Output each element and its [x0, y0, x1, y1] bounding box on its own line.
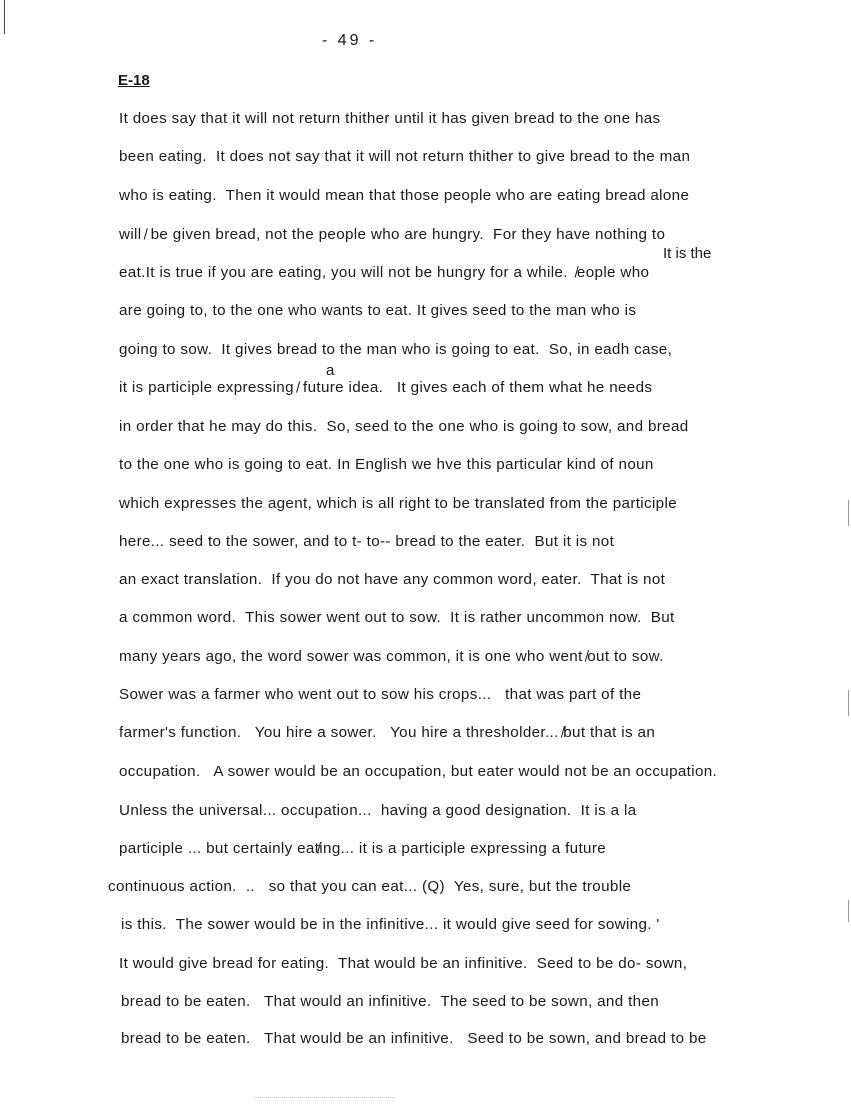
text-line: Unless the universal... occupation... having a good designation. It is a la [119, 802, 637, 819]
text-line: It does say that it will not return thither until it has given bread to the one has [119, 110, 661, 127]
scan-edge-mark [4, 0, 5, 34]
text-line: Sower was a farmer who went out to sow his crops... that was part of the [119, 686, 642, 703]
text-line: will ̸ be given bread, not the people who are hungry. For they have nothing to [119, 226, 666, 243]
text-line: is this. The sower would be in the infinitive... it would give seed for sowing. ' [121, 916, 660, 933]
text-line: eat.It is true if you are eating, you will not be hungry for a while. ̸eople who [119, 264, 650, 281]
text-line: an exact translation. If you do not have any common word, eater. That is not [119, 571, 666, 588]
scan-artifact [255, 1097, 395, 1099]
document-id: E-18 [118, 72, 150, 89]
text-line: continuous action. .. so that you can eat... (Q) Yes, sure, but the trouble [108, 878, 632, 895]
text-line: going to sow. It gives bread to the man who is going to eat. So, in eadh case, [119, 341, 673, 358]
text-line: many years ago, the word sower was common, it is one who went ̸out to sow. [119, 648, 664, 665]
text-line: here... seed to the sower, and to t- to-- bread to the eater. But it is not [119, 533, 615, 550]
scan-margin-tick [848, 500, 849, 526]
text-line: bread to be eaten. That would an infinitive. The seed to be sown, and then [121, 993, 660, 1010]
scan-margin-tick [848, 690, 849, 716]
interlinear-insert: It is the [663, 245, 712, 262]
text-line: in order that he may do this. So, seed to the one who is going to sow, and bread [119, 418, 689, 435]
text-line: who is eating. Then it would mean that those people who are eating bread alone [119, 187, 690, 204]
text-line: been eating. It does not say that it will not return thither to give bread to the man [119, 148, 691, 165]
scan-margin-tick [848, 900, 849, 922]
text-line: it is participle expressing ̸ future idea. It gives each of them what he needs [119, 379, 653, 396]
text-line: are going to, to the one who wants to eat. It gives seed to the man who is [119, 302, 637, 319]
text-line: farmer's function. You hire a sower. You hire a thresholder... ̸but that is an [119, 724, 656, 741]
text-line: to the one who is going to eat. In English we hve this particular kind of noun [119, 456, 654, 473]
text-line: which expresses the agent, which is all right to be translated from the participle [119, 495, 677, 512]
text-line: a common word. This sower went out to sow. It is rather uncommon now. But [119, 609, 675, 626]
text-line: bread to be eaten. That would be an infinitive. Seed to be sown, and bread to be [121, 1030, 707, 1047]
text-line: occupation. A sower would be an occupation, but eater would not be an occupation. [119, 763, 718, 780]
text-line: participle ... but certainly eat̸ing... it is a participle expressing a future [119, 840, 607, 857]
interlinear-insert: a [326, 362, 335, 379]
page-number: - 49 - [322, 32, 378, 49]
text-line: It would give bread for eating. That would be an infinitive. Seed to be do- sown, [119, 955, 688, 972]
